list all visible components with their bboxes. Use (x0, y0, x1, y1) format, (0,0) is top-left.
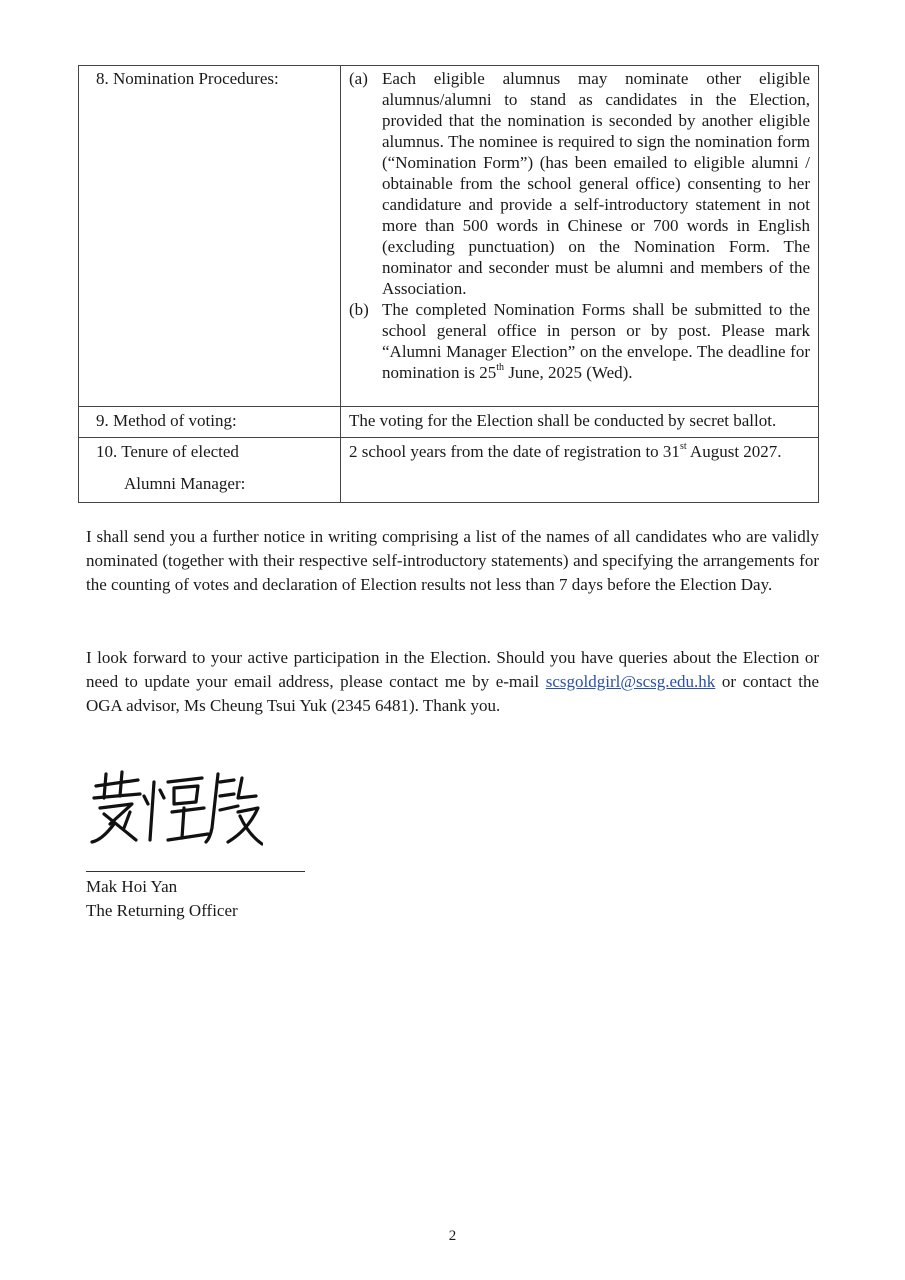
tenure-label-line2: Alumni Manager: (124, 474, 246, 493)
item-text: Each eligible alumnus may nominate other eligible alumnus/alumni to stand as candidates in the Election, provided that the nomination is seconded by another eligible alumnus. The nominee is required to sign the nomination form (“Nomination Form”) (has been emailed to eligible alumni / obtainable from the school general office) consenting to her candidature and provide a self-introductory statement in not more than 500 words in Chinese or 700 words in English (excluding punctuation) on the Nomination Form. The nominator and seconder must be alumni and members of the Association. (382, 69, 810, 298)
ordinal-suffix: st (679, 441, 687, 453)
handwritten-signature (88, 768, 263, 848)
item-text-end: June, 2025 (Wed). (504, 363, 633, 382)
table-row (79, 66, 819, 407)
page-number: 2 (448, 1228, 457, 1244)
contact-paragraph (86, 646, 819, 718)
table-row (79, 407, 819, 438)
row-label-tenure (79, 438, 341, 503)
nomination-item-a (349, 68, 810, 299)
further-notice-paragraph: I shall send you a further notice in writing comprising a list of the names of all candidates who are validly nominated (together with their respective self-introductory statements) and specifying the arrangements for the counting of votes and declaration of Election results not less than 7 days before the Election Day. (86, 527, 819, 594)
item-text: The completed Nomination Forms shall be submitted to the school general office in person or by post. Please mark “Alumni Manager Election” on the envelope. The deadline for nomination is 25 (382, 300, 810, 382)
contact-text: I look forward to your active participation in the Election. Should you have queries about the Election or need to update your email address, please contact me by e-mail (86, 648, 819, 691)
nomination-item-b (349, 299, 810, 383)
signatory-title: The Returning Officer (86, 901, 238, 920)
tenure-text: 2 school years from the date of registration to 31 (349, 442, 680, 461)
tenure-label-line1: 10. Tenure of elected (96, 442, 239, 461)
election-details-table (78, 65, 819, 503)
item-marker: (a) (349, 69, 368, 88)
row-value-nomination-procedures (341, 66, 819, 407)
row-label-nomination-procedures: 8. Nomination Procedures: (79, 66, 341, 407)
signature-line (86, 871, 305, 872)
ordinal-suffix: th (496, 362, 505, 374)
item-marker: (b) (349, 300, 369, 319)
row-value-method-of-voting: The voting for the Election shall be conducted by secret ballot. (341, 407, 819, 438)
row-label-method-of-voting: 9. Method of voting: (79, 407, 341, 438)
contact-text-end: or contact the OGA advisor, Ms Cheung Tsui Yuk (2345 6481). Thank you. (86, 672, 820, 715)
signatory-name: Mak Hoi Yan (86, 877, 178, 896)
email-link[interactable]: scsgoldgirl@scsg.edu.hk (545, 672, 716, 691)
tenure-text-end: August 2027. (686, 442, 782, 461)
row-value-tenure (341, 438, 819, 503)
table-row (79, 438, 819, 503)
